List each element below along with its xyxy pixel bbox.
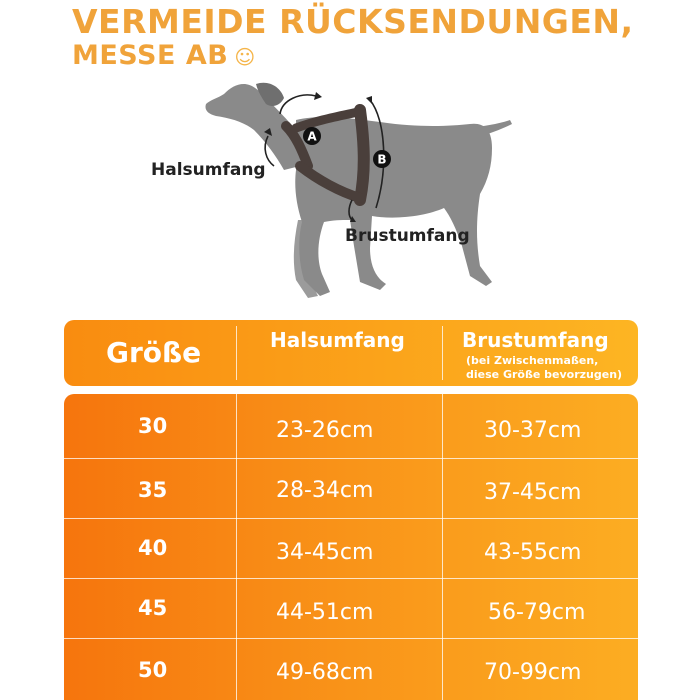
header-size: Größe [106,336,202,369]
row-divider-1 [64,458,638,459]
smiley-icon: ☺ [234,44,256,69]
row-2-size: 35 [138,478,168,502]
row-divider-3 [64,578,638,579]
chest-girth-label: Brustumfang [345,226,470,246]
row-divider-4 [64,638,638,639]
marker-a-label: A [307,129,317,144]
header-chest-note-2: diese Größe bevorzugen) [466,368,623,381]
header-chest-girth: Brustumfang [462,328,609,352]
headline-line-1: VERMEIDE RÜCKSENDUNGEN, [72,2,634,41]
row-5-neck: 49-68cm [276,660,374,685]
row-1-neck: 23-26cm [276,418,374,443]
row-3-size: 40 [138,536,168,560]
row-2-neck: 28-34cm [276,478,374,503]
column-divider-2 [442,394,443,700]
row-divider-2 [64,518,638,519]
neck-girth-label: Halsumfang [151,160,266,180]
row-4-size: 45 [138,596,168,620]
row-2-chest: 37-45cm [484,480,582,505]
header-neck-girth: Halsumfang [270,328,405,352]
headline-line-2 [72,40,256,71]
marker-b [373,150,391,168]
header-divider-2 [442,326,443,380]
row-4-neck: 44-51cm [276,600,374,625]
row-1-chest: 30-37cm [484,418,582,443]
row-5-size: 50 [138,658,168,682]
row-3-chest: 43-55cm [484,540,582,565]
headline-line-2-text: MESSE AB [72,40,229,71]
marker-b-label: B [377,152,387,167]
marker-a [303,127,321,145]
column-divider-1 [236,394,237,700]
row-4-chest: 56-79cm [488,600,586,625]
dog-harness-diagram [200,70,520,305]
size-table [64,320,638,700]
header-chest-note-1: (bei Zwischenmaßen, [466,354,599,367]
header-divider-1 [236,326,237,380]
row-1-size: 30 [138,414,168,438]
row-5-chest: 70-99cm [484,660,582,685]
row-3-neck: 34-45cm [276,540,374,565]
